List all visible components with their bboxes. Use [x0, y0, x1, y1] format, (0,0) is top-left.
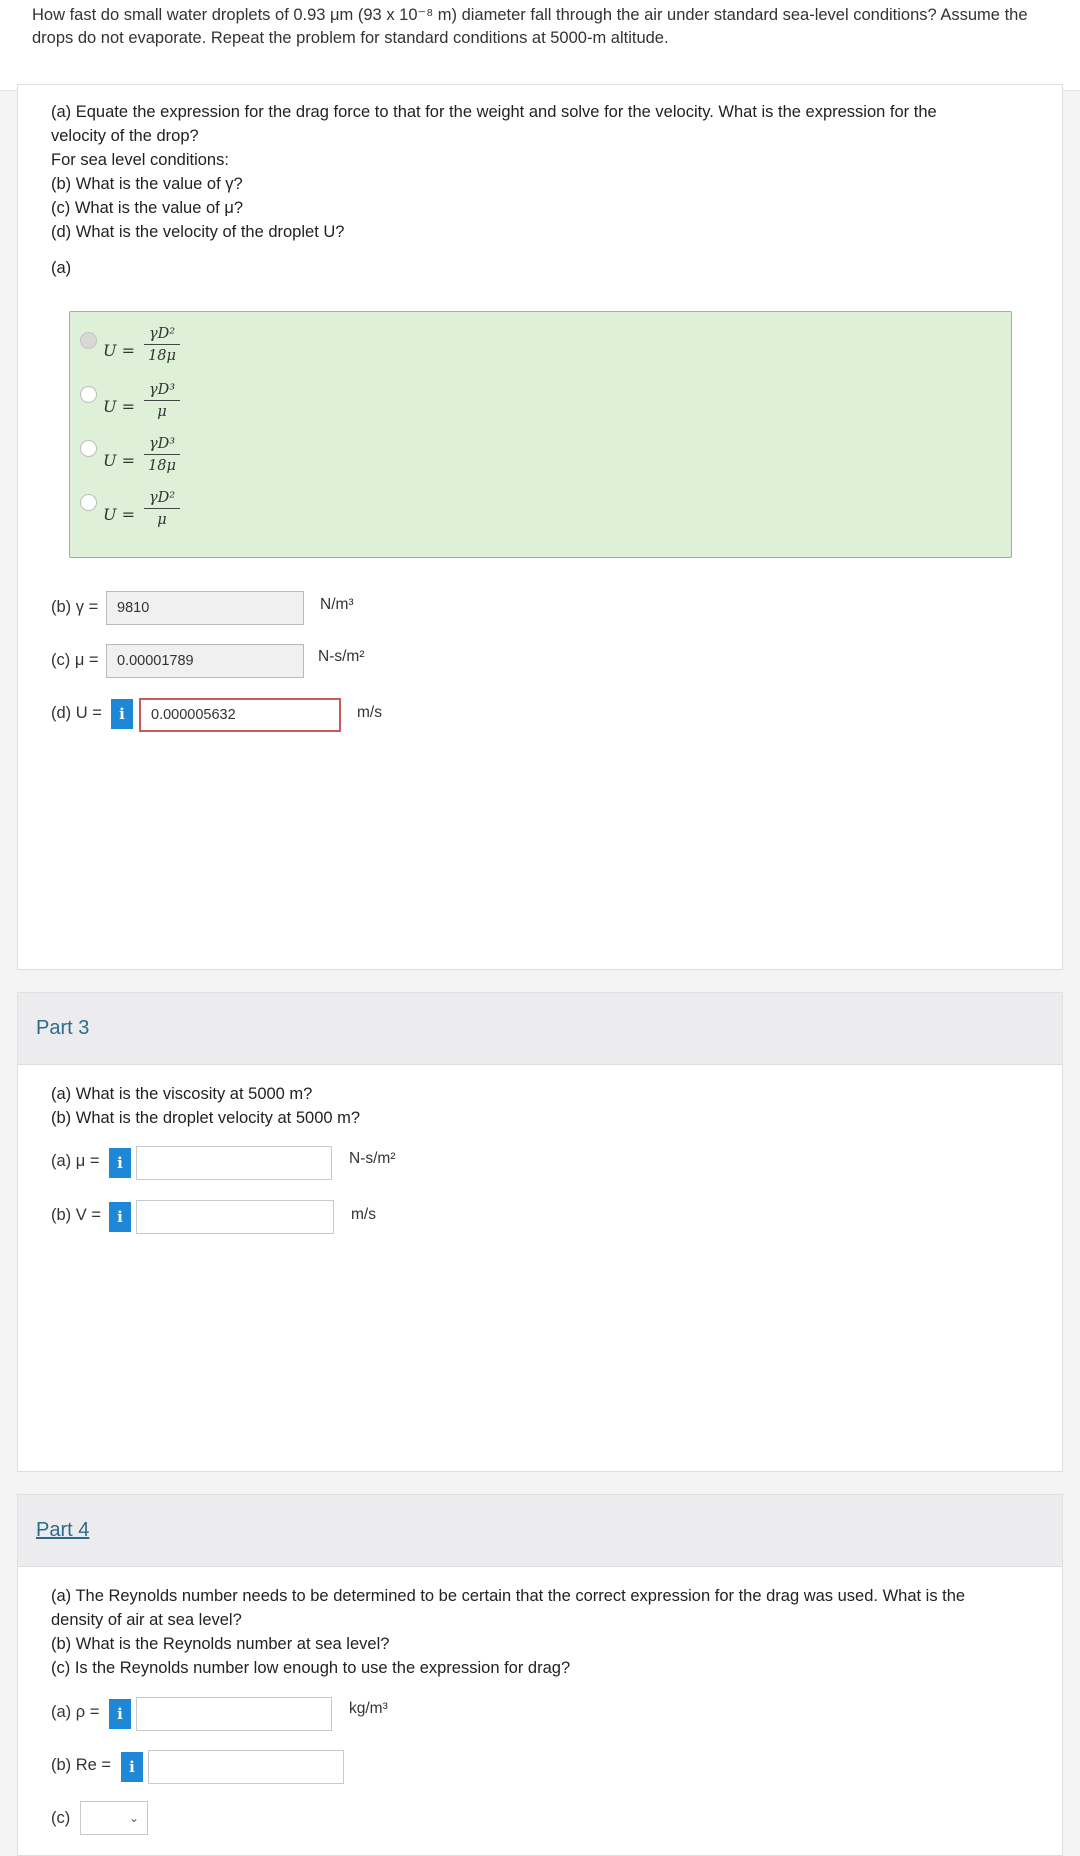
gamma-input[interactable]: 9810	[106, 591, 304, 625]
option-4-denominator: μ	[157, 512, 167, 528]
velocity-label: (d) U =	[51, 704, 102, 722]
viscosity-5000-unit: N-s/m²	[349, 1150, 396, 1167]
reynolds-input[interactable]	[148, 1750, 344, 1784]
option-3-radio[interactable]	[80, 440, 97, 457]
option-3-lhs: U =	[103, 451, 135, 470]
problem-statement	[0, 0, 1080, 91]
option-3-numerator: γD³	[144, 436, 180, 455]
option-4-radio[interactable]	[80, 494, 97, 511]
option-2-lhs: U =	[103, 397, 135, 416]
part2-question-c: (c) What is the value of μ?	[51, 199, 243, 217]
density-input[interactable]	[136, 1697, 332, 1731]
viscosity-5000-info-button[interactable]: i	[109, 1148, 131, 1178]
density-unit: kg/m³	[349, 1700, 388, 1717]
part4-question-a: (a) The Reynolds number needs to be determined to be certain that the correct expression for the drag was used. What is the density of air at sea level?	[51, 1587, 966, 1629]
density-info-button[interactable]: i	[109, 1699, 131, 1729]
velocity-unit: m/s	[357, 704, 382, 721]
part2-question-d: (d) What is the velocity of the droplet U?	[51, 223, 345, 241]
part2-a-label: (a)	[51, 259, 72, 277]
part4-question-c: (c) Is the Reynolds number low enough to use the expression for drag?	[51, 1659, 571, 1677]
option-3-denominator: 18μ	[148, 458, 176, 474]
drag-check-select[interactable]	[80, 1801, 148, 1835]
gamma-unit: N/m³	[320, 596, 354, 613]
expression-options-panel	[69, 311, 1012, 558]
mu-unit: N-s/m²	[318, 648, 365, 665]
part4-question-b: (b) What is the Reynolds number at sea level?	[51, 1635, 390, 1653]
velocity-5000-input[interactable]	[136, 1200, 334, 1234]
option-4-lhs: U =	[103, 505, 135, 524]
chevron-down-icon: ⌄	[128, 1811, 139, 1825]
option-4-fraction	[144, 490, 180, 528]
velocity-5000-info-button[interactable]: i	[109, 1202, 131, 1232]
viscosity-5000-label: (a) μ =	[51, 1152, 100, 1170]
option-4-numerator: γD²	[144, 490, 180, 509]
velocity-info-button[interactable]: i	[111, 699, 133, 729]
option-1-lhs: U =	[103, 341, 135, 360]
part3-title[interactable]: Part 3	[36, 1017, 90, 1039]
mu-input[interactable]: 0.00001789	[106, 644, 304, 678]
option-2-denominator: μ	[157, 404, 167, 420]
option-1-radio[interactable]	[80, 332, 97, 349]
option-1-fraction	[144, 326, 180, 364]
part3-header	[17, 992, 1063, 1066]
option-1-denominator: 18μ	[148, 348, 176, 364]
drag-check-label: (c)	[51, 1809, 71, 1827]
option-1-numerator: γD²	[144, 326, 180, 345]
option-2-fraction	[144, 382, 180, 420]
velocity-5000-label: (b) V =	[51, 1206, 101, 1224]
problem-text: How fast do small water droplets of 0.93 μm (93 x 10⁻⁸ m) diameter fall through the air under standard sea-level conditions? Assume the drops do not evaporate. Repeat the problem for standard conditions at 5000-m altitude.	[32, 6, 1028, 47]
velocity-input[interactable]: 0.000005632	[139, 698, 341, 732]
density-label: (a) ρ =	[51, 1703, 100, 1721]
mu-label: (c) μ =	[51, 651, 99, 669]
option-2-radio[interactable]	[80, 386, 97, 403]
part4-title[interactable]: Part 4	[36, 1519, 90, 1541]
part4-header	[17, 1494, 1063, 1568]
part2-sea-level: For sea level conditions:	[51, 151, 229, 169]
option-3-fraction	[144, 436, 180, 474]
part2-question-b: (b) What is the value of γ?	[51, 175, 243, 193]
part3-question-b: (b) What is the droplet velocity at 5000 m?	[51, 1109, 361, 1127]
velocity-5000-unit: m/s	[351, 1206, 376, 1223]
reynolds-info-button[interactable]: i	[121, 1752, 143, 1782]
gamma-label: (b) γ =	[51, 598, 99, 616]
option-2-numerator: γD³	[144, 382, 180, 401]
viscosity-5000-input[interactable]	[136, 1146, 332, 1180]
part3-question-a: (a) What is the viscosity at 5000 m?	[51, 1085, 313, 1103]
part2-question-a: (a) Equate the expression for the drag force to that for the weight and solve for the velocity. What is the expression for the velocity of the drop?	[51, 103, 937, 145]
reynolds-label: (b) Re =	[51, 1756, 112, 1774]
